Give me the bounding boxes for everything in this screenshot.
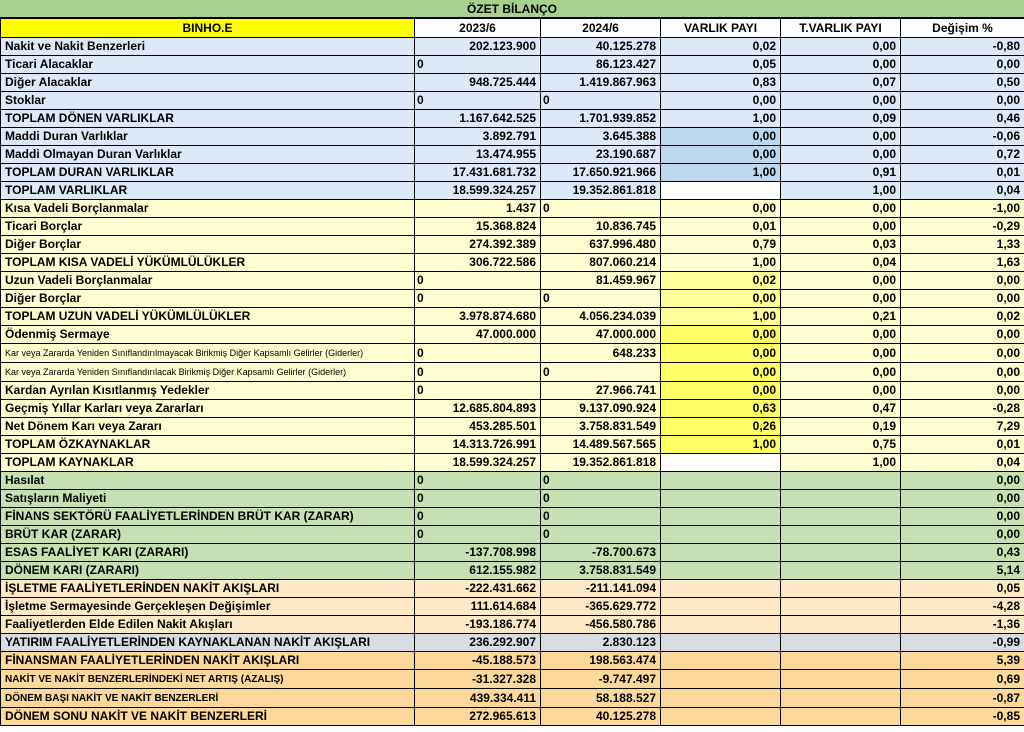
degisim-cell[interactable]: 0,00 xyxy=(901,508,1024,526)
value-2024-cell[interactable]: 86.123.427 xyxy=(541,56,661,74)
row-label[interactable]: Maddi Duran Varlıklar xyxy=(1,128,415,146)
value-2023-cell[interactable]: -137.708.998 xyxy=(415,544,541,562)
varlik-payi-cell[interactable]: 0,26 xyxy=(661,418,781,436)
value-2024-cell[interactable]: -365.629.772 xyxy=(541,598,661,616)
t-varlik-payi-cell[interactable] xyxy=(781,670,901,689)
header-row xyxy=(1,19,1024,38)
table-row xyxy=(1,308,1024,326)
t-varlik-payi-cell[interactable]: 0,00 xyxy=(781,56,901,74)
t-varlik-payi-cell[interactable]: 0,91 xyxy=(781,164,901,182)
varlik-payi-cell[interactable] xyxy=(661,544,781,562)
row-label[interactable]: DÖNEM KARI (ZARARI) xyxy=(1,562,415,580)
value-2023-cell[interactable]: 948.725.444 xyxy=(415,74,541,92)
table-row xyxy=(1,182,1024,200)
sheet-title: ÖZET BİLANÇO xyxy=(0,0,1024,18)
t-varlik-payi-cell[interactable] xyxy=(781,526,901,544)
t-varlik-payi-cell[interactable]: 1,00 xyxy=(781,182,901,200)
row-label[interactable]: Uzun Vadeli Borçlanmalar xyxy=(1,272,415,290)
row-label[interactable]: DÖNEM SONU NAKİT VE NAKİT BENZERLERİ xyxy=(1,708,415,726)
degisim-cell[interactable]: 0,72 xyxy=(901,146,1024,164)
row-label[interactable]: Kar veya Zararda Yeniden Sınıflandırılacak Birikmiş Diğer Kapsamlı Gelirler (Giderler) xyxy=(1,363,415,382)
value-2024-cell[interactable]: 19.352.861.818 xyxy=(541,454,661,472)
t-varlik-payi-cell[interactable]: 0,09 xyxy=(781,110,901,128)
table-row xyxy=(1,689,1024,708)
table-row xyxy=(1,254,1024,272)
value-2023-cell[interactable]: 14.313.726.991 xyxy=(415,436,541,454)
t-varlik-payi-cell[interactable] xyxy=(781,472,901,490)
value-2023-cell[interactable]: 202.123.900 xyxy=(415,38,541,56)
value-2023-cell[interactable]: 13.474.955 xyxy=(415,146,541,164)
row-label[interactable]: TOPLAM KAYNAKLAR xyxy=(1,454,415,472)
value-2023-cell[interactable]: 0 xyxy=(415,490,541,508)
value-2024-cell[interactable]: 0 xyxy=(541,490,661,508)
t-varlik-payi-cell[interactable]: 0,00 xyxy=(781,218,901,236)
degisim-cell[interactable]: -0,06 xyxy=(901,128,1024,146)
value-2024-cell[interactable]: 637.996.480 xyxy=(541,236,661,254)
value-2024-cell[interactable]: 9.137.090.924 xyxy=(541,400,661,418)
degisim-cell[interactable]: 0,00 xyxy=(901,56,1024,74)
table-row xyxy=(1,382,1024,400)
value-2023-cell[interactable]: 453.285.501 xyxy=(415,418,541,436)
varlik-payi-cell[interactable]: 1,00 xyxy=(661,110,781,128)
value-2024-cell[interactable]: 648.233 xyxy=(541,344,661,363)
value-2024-cell[interactable]: 0 xyxy=(541,508,661,526)
value-2023-cell[interactable]: 111.614.684 xyxy=(415,598,541,616)
degisim-cell[interactable]: 0,00 xyxy=(901,363,1024,382)
varlik-payi-cell[interactable]: 0,00 xyxy=(661,92,781,110)
t-varlik-payi-cell[interactable] xyxy=(781,490,901,508)
varlik-payi-cell[interactable] xyxy=(661,652,781,670)
value-2024-cell[interactable]: 27.966.741 xyxy=(541,382,661,400)
table-row xyxy=(1,454,1024,472)
table-row xyxy=(1,56,1024,74)
varlik-payi-cell[interactable]: 1,00 xyxy=(661,254,781,272)
varlik-payi-cell[interactable]: 1,00 xyxy=(661,436,781,454)
value-2024-cell[interactable]: 47.000.000 xyxy=(541,326,661,344)
value-2024-cell[interactable]: 10.836.745 xyxy=(541,218,661,236)
row-label[interactable]: YATIRIM FAALİYETLERİNDEN KAYNAKLANAN NAKİT AKIŞLARI xyxy=(1,634,415,652)
t-varlik-payi-cell[interactable]: 0,00 xyxy=(781,272,901,290)
varlik-payi-cell[interactable]: 0,63 xyxy=(661,400,781,418)
varlik-payi-cell[interactable]: 0,00 xyxy=(661,344,781,363)
varlik-payi-cell[interactable]: 0,00 xyxy=(661,363,781,382)
value-2024-cell[interactable]: 3.758.831.549 xyxy=(541,418,661,436)
degisim-cell[interactable]: 1,33 xyxy=(901,236,1024,254)
value-2024-cell[interactable]: 19.352.861.818 xyxy=(541,182,661,200)
varlik-payi-cell[interactable]: 0,02 xyxy=(661,272,781,290)
value-2024-cell[interactable]: -78.700.673 xyxy=(541,544,661,562)
degisim-cell[interactable]: 0,00 xyxy=(901,472,1024,490)
varlik-payi-cell[interactable]: 1,00 xyxy=(661,308,781,326)
t-varlik-payi-cell[interactable]: 0,07 xyxy=(781,74,901,92)
value-2023-cell[interactable]: 47.000.000 xyxy=(415,326,541,344)
header-degisim[interactable]: Değişim % xyxy=(901,19,1024,38)
table-row xyxy=(1,344,1024,363)
value-2023-cell[interactable]: 439.334.411 xyxy=(415,689,541,708)
table-row xyxy=(1,164,1024,182)
t-varlik-payi-cell[interactable]: 0,75 xyxy=(781,436,901,454)
row-label[interactable]: Ticari Alacaklar xyxy=(1,56,415,74)
row-label[interactable]: Ödenmiş Sermaye xyxy=(1,326,415,344)
value-2024-cell[interactable]: 17.650.921.966 xyxy=(541,164,661,182)
degisim-cell[interactable]: -0,29 xyxy=(901,218,1024,236)
degisim-cell[interactable]: 0,00 xyxy=(901,382,1024,400)
table-row xyxy=(1,272,1024,290)
value-2023-cell[interactable]: 306.722.586 xyxy=(415,254,541,272)
value-2023-cell[interactable]: 612.155.982 xyxy=(415,562,541,580)
ticker-cell[interactable]: BINHO.E xyxy=(1,19,415,38)
t-varlik-payi-cell[interactable]: 0,04 xyxy=(781,254,901,272)
degisim-cell[interactable]: 0,05 xyxy=(901,580,1024,598)
header-2023[interactable]: 2023/6 xyxy=(415,19,541,38)
varlik-payi-cell[interactable] xyxy=(661,472,781,490)
varlik-payi-cell[interactable]: 0,00 xyxy=(661,326,781,344)
t-varlik-payi-cell[interactable]: 0,00 xyxy=(781,128,901,146)
varlik-payi-cell[interactable] xyxy=(661,598,781,616)
value-2024-cell[interactable]: 0 xyxy=(541,526,661,544)
degisim-cell[interactable]: -1,00 xyxy=(901,200,1024,218)
degisim-cell[interactable]: 5,14 xyxy=(901,562,1024,580)
value-2023-cell[interactable]: 15.368.824 xyxy=(415,218,541,236)
value-2023-cell[interactable]: -31.327.328 xyxy=(415,670,541,689)
table-row xyxy=(1,670,1024,689)
table-row xyxy=(1,146,1024,164)
varlik-payi-cell[interactable] xyxy=(661,616,781,634)
value-2024-cell[interactable]: 0 xyxy=(541,472,661,490)
value-2024-cell[interactable]: -456.580.786 xyxy=(541,616,661,634)
table-row xyxy=(1,580,1024,598)
value-2023-cell[interactable]: 12.685.804.893 xyxy=(415,400,541,418)
t-varlik-payi-cell[interactable]: 0,00 xyxy=(781,290,901,308)
degisim-cell[interactable]: 0,02 xyxy=(901,308,1024,326)
t-varlik-payi-cell[interactable]: 0,00 xyxy=(781,200,901,218)
varlik-payi-cell[interactable] xyxy=(661,454,781,472)
varlik-payi-cell[interactable]: 0,05 xyxy=(661,56,781,74)
table-row xyxy=(1,418,1024,436)
degisim-cell[interactable]: -0,28 xyxy=(901,400,1024,418)
value-2023-cell[interactable]: 272.965.613 xyxy=(415,708,541,726)
row-label[interactable]: TOPLAM UZUN VADELİ YÜKÜMLÜLÜKLER xyxy=(1,308,415,326)
degisim-cell[interactable]: -0,80 xyxy=(901,38,1024,56)
degisim-cell[interactable]: 0,00 xyxy=(901,290,1024,308)
row-label[interactable]: Faaliyetlerden Elde Edilen Nakit Akışları xyxy=(1,616,415,634)
varlik-payi-cell[interactable]: 0,79 xyxy=(661,236,781,254)
row-label[interactable]: Diğer Borçlar xyxy=(1,236,415,254)
varlik-payi-cell[interactable] xyxy=(661,580,781,598)
degisim-cell[interactable]: 0,00 xyxy=(901,490,1024,508)
value-2024-cell[interactable]: -211.141.094 xyxy=(541,580,661,598)
table-row xyxy=(1,436,1024,454)
degisim-cell[interactable]: 0,00 xyxy=(901,92,1024,110)
varlik-payi-cell[interactable]: 0,00 xyxy=(661,200,781,218)
t-varlik-payi-cell[interactable]: 0,00 xyxy=(781,38,901,56)
table-row xyxy=(1,218,1024,236)
varlik-payi-cell[interactable] xyxy=(661,634,781,652)
t-varlik-payi-cell[interactable] xyxy=(781,562,901,580)
value-2024-cell[interactable]: 40.125.278 xyxy=(541,708,661,726)
table-row xyxy=(1,508,1024,526)
value-2023-cell[interactable]: 0 xyxy=(415,344,541,363)
value-2023-cell[interactable]: 18.599.324.257 xyxy=(415,454,541,472)
table-row xyxy=(1,544,1024,562)
degisim-cell[interactable]: 0,00 xyxy=(901,272,1024,290)
t-varlik-payi-cell[interactable] xyxy=(781,616,901,634)
t-varlik-payi-cell[interactable]: 0,00 xyxy=(781,326,901,344)
table-row xyxy=(1,526,1024,544)
value-2024-cell[interactable]: 2.830.123 xyxy=(541,634,661,652)
t-varlik-payi-cell[interactable]: 0,00 xyxy=(781,363,901,382)
table-row xyxy=(1,708,1024,726)
degisim-cell[interactable]: -1,36 xyxy=(901,616,1024,634)
value-2023-cell[interactable]: 17.431.681.732 xyxy=(415,164,541,182)
row-label[interactable]: Kar veya Zararda Yeniden Sınıflandırılmayacak Birikmiş Diğer Kapsamlı Gelirler (Giderler) xyxy=(1,344,415,363)
varlik-payi-cell[interactable]: 0,01 xyxy=(661,218,781,236)
row-label[interactable]: DÖNEM BAŞI NAKİT VE NAKİT BENZERLERİ xyxy=(1,689,415,708)
table-row xyxy=(1,74,1024,92)
row-label[interactable]: TOPLAM DÖNEN VARLIKLAR xyxy=(1,110,415,128)
degisim-cell[interactable]: 1,63 xyxy=(901,254,1024,272)
t-varlik-payi-cell[interactable]: 0,19 xyxy=(781,418,901,436)
varlik-payi-cell[interactable] xyxy=(661,708,781,726)
row-label[interactable]: Kardan Ayrılan Kısıtlanmış Yedekler xyxy=(1,382,415,400)
header-t-varlik-payi[interactable]: T.VARLIK PAYI xyxy=(781,19,901,38)
row-label[interactable]: Nakit ve Nakit Benzerleri xyxy=(1,38,415,56)
degisim-cell[interactable]: 0,43 xyxy=(901,544,1024,562)
varlik-payi-cell[interactable]: 0,00 xyxy=(661,128,781,146)
degisim-cell[interactable]: 0,00 xyxy=(901,526,1024,544)
value-2024-cell[interactable]: 3.758.831.549 xyxy=(541,562,661,580)
value-2024-cell[interactable]: 1.419.867.963 xyxy=(541,74,661,92)
row-label[interactable]: Maddi Olmayan Duran Varlıklar xyxy=(1,146,415,164)
value-2023-cell[interactable]: 0 xyxy=(415,382,541,400)
value-2024-cell[interactable]: -9.747.497 xyxy=(541,670,661,689)
degisim-cell[interactable]: 0,04 xyxy=(901,182,1024,200)
t-varlik-payi-cell[interactable]: 0,47 xyxy=(781,400,901,418)
degisim-cell[interactable]: 0,01 xyxy=(901,436,1024,454)
varlik-payi-cell[interactable]: 0,00 xyxy=(661,290,781,308)
value-2023-cell[interactable]: 3.978.874.680 xyxy=(415,308,541,326)
row-label[interactable]: Diğer Borçlar xyxy=(1,290,415,308)
row-label[interactable]: TOPLAM ÖZKAYNAKLAR xyxy=(1,436,415,454)
value-2024-cell[interactable]: 58.188.527 xyxy=(541,689,661,708)
degisim-cell[interactable]: 0,04 xyxy=(901,454,1024,472)
degisim-cell[interactable]: 0,46 xyxy=(901,110,1024,128)
t-varlik-payi-cell[interactable]: 0,00 xyxy=(781,92,901,110)
degisim-cell[interactable]: 7,29 xyxy=(901,418,1024,436)
value-2024-cell[interactable]: 0 xyxy=(541,200,661,218)
row-label[interactable]: Stoklar xyxy=(1,92,415,110)
t-varlik-payi-cell[interactable]: 0,00 xyxy=(781,146,901,164)
header-varlik-payi[interactable]: VARLIK PAYI xyxy=(661,19,781,38)
value-2024-cell[interactable]: 198.563.474 xyxy=(541,652,661,670)
value-2024-cell[interactable]: 81.459.967 xyxy=(541,272,661,290)
row-label[interactable]: TOPLAM KISA VADELİ YÜKÜMLÜLÜKLER xyxy=(1,254,415,272)
table-row xyxy=(1,38,1024,56)
row-label[interactable]: Ticari Borçlar xyxy=(1,218,415,236)
row-label[interactable]: ESAS FAALİYET KARI (ZARARI) xyxy=(1,544,415,562)
value-2024-cell[interactable]: 1.701.939.852 xyxy=(541,110,661,128)
row-label[interactable]: TOPLAM DURAN VARLIKLAR xyxy=(1,164,415,182)
row-label[interactable]: Satışların Maliyeti xyxy=(1,490,415,508)
value-2023-cell[interactable]: -45.188.573 xyxy=(415,652,541,670)
varlik-payi-cell[interactable]: 1,00 xyxy=(661,164,781,182)
varlik-payi-cell[interactable]: 0,02 xyxy=(661,38,781,56)
header-2024[interactable]: 2024/6 xyxy=(541,19,661,38)
varlik-payi-cell[interactable] xyxy=(661,526,781,544)
degisim-cell[interactable]: 0,00 xyxy=(901,326,1024,344)
row-label[interactable]: Net Dönem Karı veya Zararı xyxy=(1,418,415,436)
value-2023-cell[interactable]: 18.599.324.257 xyxy=(415,182,541,200)
t-varlik-payi-cell[interactable] xyxy=(781,508,901,526)
value-2023-cell[interactable]: 0 xyxy=(415,272,541,290)
degisim-cell[interactable]: 5,39 xyxy=(901,652,1024,670)
value-2023-cell[interactable]: 0 xyxy=(415,290,541,308)
value-2023-cell[interactable]: 0 xyxy=(415,508,541,526)
varlik-payi-cell[interactable] xyxy=(661,689,781,708)
table-row xyxy=(1,290,1024,308)
t-varlik-payi-cell[interactable]: 0,03 xyxy=(781,236,901,254)
value-2024-cell[interactable]: 0 xyxy=(541,363,661,382)
value-2023-cell[interactable]: 3.892.791 xyxy=(415,128,541,146)
varlik-payi-cell[interactable] xyxy=(661,670,781,689)
t-varlik-payi-cell[interactable]: 0,21 xyxy=(781,308,901,326)
varlik-payi-cell[interactable]: 0,00 xyxy=(661,146,781,164)
row-label[interactable]: BRÜT KAR (ZARAR) xyxy=(1,526,415,544)
t-varlik-payi-cell[interactable] xyxy=(781,708,901,726)
value-2023-cell[interactable]: -222.431.662 xyxy=(415,580,541,598)
balance-table xyxy=(0,18,1024,726)
value-2023-cell[interactable]: -193.186.774 xyxy=(415,616,541,634)
value-2024-cell[interactable]: 0 xyxy=(541,290,661,308)
value-2023-cell[interactable]: 236.292.907 xyxy=(415,634,541,652)
row-label[interactable]: Hasılat xyxy=(1,472,415,490)
t-varlik-payi-cell[interactable] xyxy=(781,689,901,708)
table-row xyxy=(1,634,1024,652)
varlik-payi-cell[interactable] xyxy=(661,490,781,508)
table-row xyxy=(1,490,1024,508)
t-varlik-payi-cell[interactable] xyxy=(781,634,901,652)
varlik-payi-cell[interactable] xyxy=(661,562,781,580)
table-row xyxy=(1,326,1024,344)
degisim-cell[interactable]: 0,01 xyxy=(901,164,1024,182)
value-2023-cell[interactable]: 0 xyxy=(415,363,541,382)
t-varlik-payi-cell[interactable] xyxy=(781,652,901,670)
degisim-cell[interactable]: -0,99 xyxy=(901,634,1024,652)
row-label[interactable]: Kısa Vadeli Borçlanmalar xyxy=(1,200,415,218)
degisim-cell[interactable]: -0,85 xyxy=(901,708,1024,726)
table-row xyxy=(1,363,1024,382)
t-varlik-payi-cell[interactable]: 1,00 xyxy=(781,454,901,472)
degisim-cell[interactable]: 0,00 xyxy=(901,344,1024,363)
value-2023-cell[interactable]: 0 xyxy=(415,56,541,74)
table-row xyxy=(1,472,1024,490)
table-row xyxy=(1,652,1024,670)
t-varlik-payi-cell[interactable] xyxy=(781,544,901,562)
value-2023-cell[interactable]: 0 xyxy=(415,92,541,110)
row-label[interactable]: İşletme Sermayesinde Gerçekleşen Değişimler xyxy=(1,598,415,616)
table-row xyxy=(1,110,1024,128)
t-varlik-payi-cell[interactable] xyxy=(781,598,901,616)
value-2024-cell[interactable]: 807.060.214 xyxy=(541,254,661,272)
varlik-payi-cell[interactable] xyxy=(661,182,781,200)
table-row xyxy=(1,236,1024,254)
degisim-cell[interactable]: 0,50 xyxy=(901,74,1024,92)
value-2024-cell[interactable]: 4.056.234.039 xyxy=(541,308,661,326)
value-2024-cell[interactable]: 23.190.687 xyxy=(541,146,661,164)
value-2024-cell[interactable]: 14.489.567.565 xyxy=(541,436,661,454)
value-2024-cell[interactable]: 0 xyxy=(541,92,661,110)
degisim-cell[interactable]: -4,28 xyxy=(901,598,1024,616)
row-label[interactable]: TOPLAM VARLIKLAR xyxy=(1,182,415,200)
row-label[interactable]: Diğer Alacaklar xyxy=(1,74,415,92)
value-2024-cell[interactable]: 3.645.388 xyxy=(541,128,661,146)
row-label[interactable]: NAKİT VE NAKİT BENZERLERİNDEKİ NET ARTIŞ (AZALIŞ) xyxy=(1,670,415,689)
varlik-payi-cell[interactable]: 0,00 xyxy=(661,382,781,400)
table-row xyxy=(1,400,1024,418)
value-2023-cell[interactable]: 1.167.642.525 xyxy=(415,110,541,128)
varlik-payi-cell[interactable]: 0,83 xyxy=(661,74,781,92)
value-2024-cell[interactable]: 40.125.278 xyxy=(541,38,661,56)
row-label[interactable]: FİNANSMAN FAALİYETLERİNDEN NAKİT AKIŞLARI xyxy=(1,652,415,670)
table-row xyxy=(1,616,1024,634)
value-2023-cell[interactable]: 0 xyxy=(415,526,541,544)
value-2023-cell[interactable]: 274.392.389 xyxy=(415,236,541,254)
t-varlik-payi-cell[interactable]: 0,00 xyxy=(781,382,901,400)
table-row xyxy=(1,92,1024,110)
varlik-payi-cell[interactable] xyxy=(661,508,781,526)
degisim-cell[interactable]: 0,69 xyxy=(901,670,1024,689)
value-2023-cell[interactable]: 1.437 xyxy=(415,200,541,218)
value-2023-cell[interactable]: 0 xyxy=(415,472,541,490)
t-varlik-payi-cell[interactable]: 0,00 xyxy=(781,344,901,363)
row-label[interactable]: İŞLETME FAALİYETLERİNDEN NAKİT AKIŞLARI xyxy=(1,580,415,598)
table-row xyxy=(1,598,1024,616)
t-varlik-payi-cell[interactable] xyxy=(781,580,901,598)
table-row xyxy=(1,562,1024,580)
degisim-cell[interactable]: -0,87 xyxy=(901,689,1024,708)
row-label[interactable]: Geçmiş Yıllar Karları veya Zararları xyxy=(1,400,415,418)
table-row xyxy=(1,200,1024,218)
table-row xyxy=(1,128,1024,146)
row-label[interactable]: FİNANS SEKTÖRÜ FAALİYETLERİNDEN BRÜT KAR (ZARAR) xyxy=(1,508,415,526)
